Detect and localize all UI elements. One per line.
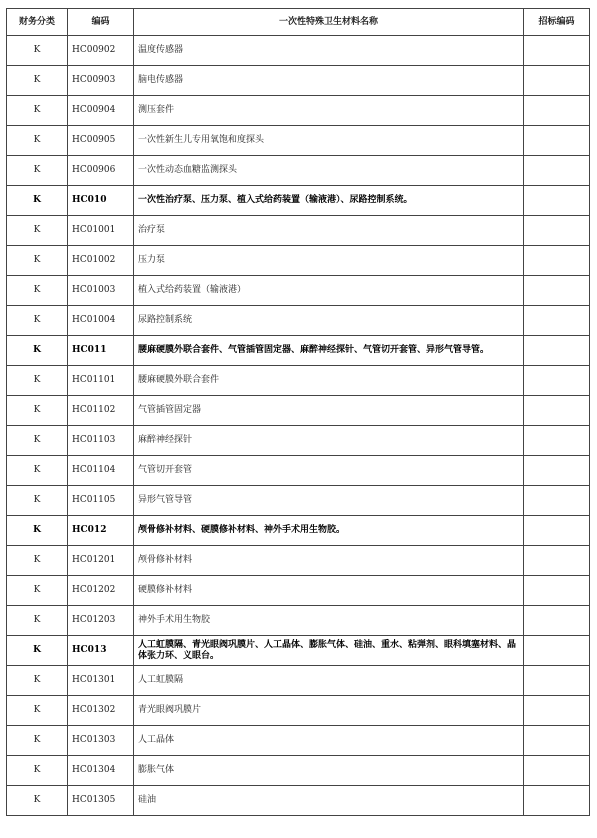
- materials-table: [6, 8, 590, 816]
- finance-category-cell: K: [7, 306, 68, 336]
- code-cell: HC01003: [68, 276, 134, 306]
- code-cell: HC01302: [68, 696, 134, 726]
- material-name-cell: 神外手术用生物胶: [134, 606, 524, 636]
- finance-category-cell: K: [7, 66, 68, 96]
- table-row: [7, 606, 590, 636]
- material-name-cell: 治疗泵: [134, 216, 524, 246]
- material-name-cell: 一次性治疗泵、压力泵、植入式给药装置（输液港）、尿路控制系统。: [134, 186, 524, 216]
- code-cell: HC01202: [68, 576, 134, 606]
- category-row: [7, 186, 590, 216]
- finance-category-cell: K: [7, 576, 68, 606]
- code-cell: HC011: [68, 336, 134, 366]
- bid-code-cell: [524, 126, 590, 156]
- finance-category-cell: K: [7, 126, 68, 156]
- table-header: [7, 9, 590, 36]
- bid-code-cell: [524, 276, 590, 306]
- material-name-cell: 异形气管导管: [134, 486, 524, 516]
- table-row: [7, 756, 590, 786]
- code-cell: HC01201: [68, 546, 134, 576]
- bid-code-cell: [524, 246, 590, 276]
- bid-code-cell: [524, 396, 590, 426]
- code-cell: HC01103: [68, 426, 134, 456]
- material-name-cell: 腰麻硬膜外联合套件、气管插管固定器、麻醉神经探针、气管切开套管、异形气管导管。: [134, 336, 524, 366]
- bid-code-cell: [524, 456, 590, 486]
- bid-code-cell: [524, 546, 590, 576]
- finance-category-cell: K: [7, 486, 68, 516]
- table-row: [7, 486, 590, 516]
- bid-code-cell: [524, 786, 590, 816]
- bid-code-cell: [524, 66, 590, 96]
- code-cell: HC00902: [68, 36, 134, 66]
- code-cell: HC013: [68, 636, 134, 666]
- code-cell: HC01303: [68, 726, 134, 756]
- table-row: [7, 786, 590, 816]
- finance-category-cell: K: [7, 516, 68, 546]
- bid-code-cell: [524, 156, 590, 186]
- table-row: [7, 36, 590, 66]
- bid-code-cell: [524, 186, 590, 216]
- finance-category-cell: K: [7, 696, 68, 726]
- bid-code-cell: [524, 756, 590, 786]
- header-bid-code: 招标编码: [524, 9, 590, 36]
- material-name-cell: 测压套件: [134, 96, 524, 126]
- table-row: [7, 156, 590, 186]
- code-cell: HC00903: [68, 66, 134, 96]
- bid-code-cell: [524, 576, 590, 606]
- category-row: [7, 516, 590, 546]
- material-name-cell: 尿路控制系统: [134, 306, 524, 336]
- category-row: [7, 336, 590, 366]
- material-name-cell: 温度传感器: [134, 36, 524, 66]
- table-body: [7, 36, 590, 816]
- material-name-cell: 脑电传感器: [134, 66, 524, 96]
- finance-category-cell: K: [7, 96, 68, 126]
- bid-code-cell: [524, 516, 590, 546]
- material-name-cell: 硬膜修补材料: [134, 576, 524, 606]
- code-cell: HC01301: [68, 666, 134, 696]
- table-row: [7, 306, 590, 336]
- code-cell: HC01305: [68, 786, 134, 816]
- bid-code-cell: [524, 606, 590, 636]
- finance-category-cell: K: [7, 426, 68, 456]
- finance-category-cell: K: [7, 726, 68, 756]
- table-row: [7, 96, 590, 126]
- table-row: [7, 456, 590, 486]
- finance-category-cell: K: [7, 186, 68, 216]
- material-name-cell: 一次性动态血糖监测探头: [134, 156, 524, 186]
- material-name-cell: 麻醉神经探针: [134, 426, 524, 456]
- finance-category-cell: K: [7, 246, 68, 276]
- bid-code-cell: [524, 726, 590, 756]
- table-row: [7, 66, 590, 96]
- code-cell: HC010: [68, 186, 134, 216]
- bid-code-cell: [524, 636, 590, 666]
- category-row: [7, 636, 590, 666]
- finance-category-cell: K: [7, 36, 68, 66]
- bid-code-cell: [524, 306, 590, 336]
- finance-category-cell: K: [7, 156, 68, 186]
- bid-code-cell: [524, 486, 590, 516]
- table-row: [7, 246, 590, 276]
- material-name-cell: 腰麻硬膜外联合套件: [134, 366, 524, 396]
- material-name-cell: 植入式给药装置（输液港）: [134, 276, 524, 306]
- finance-category-cell: K: [7, 786, 68, 816]
- table-row: [7, 696, 590, 726]
- finance-category-cell: K: [7, 276, 68, 306]
- bid-code-cell: [524, 696, 590, 726]
- finance-category-cell: K: [7, 366, 68, 396]
- material-name-cell: 气管插管固定器: [134, 396, 524, 426]
- table-row: [7, 426, 590, 456]
- material-name-cell: 硅油: [134, 786, 524, 816]
- code-cell: HC00905: [68, 126, 134, 156]
- material-name-cell: 青光眼阀巩膜片: [134, 696, 524, 726]
- finance-category-cell: K: [7, 216, 68, 246]
- material-name-cell: 颅骨修补材料、硬膜修补材料、神外手术用生物胶。: [134, 516, 524, 546]
- material-name-cell: 压力泵: [134, 246, 524, 276]
- bid-code-cell: [524, 426, 590, 456]
- bid-code-cell: [524, 336, 590, 366]
- bid-code-cell: [524, 36, 590, 66]
- header-finance-category: 财务分类: [7, 9, 68, 36]
- bid-code-cell: [524, 96, 590, 126]
- code-cell: HC01101: [68, 366, 134, 396]
- code-cell: HC01105: [68, 486, 134, 516]
- code-cell: HC01004: [68, 306, 134, 336]
- table-row: [7, 726, 590, 756]
- material-name-cell: 人工虹膜隔、青光眼阀巩膜片、人工晶体、膨胀气体、硅油、重水、粘弹剂、眼科填塞材料、晶体张力环、义眼台。: [134, 636, 524, 666]
- code-cell: HC01102: [68, 396, 134, 426]
- table-row: [7, 126, 590, 156]
- finance-category-cell: K: [7, 666, 68, 696]
- table-row: [7, 576, 590, 606]
- table-row: [7, 276, 590, 306]
- finance-category-cell: K: [7, 756, 68, 786]
- material-name-cell: 一次性新生儿专用氧饱和度探头: [134, 126, 524, 156]
- finance-category-cell: K: [7, 336, 68, 366]
- bid-code-cell: [524, 366, 590, 396]
- code-cell: HC01001: [68, 216, 134, 246]
- code-cell: HC01203: [68, 606, 134, 636]
- code-cell: HC01002: [68, 246, 134, 276]
- finance-category-cell: K: [7, 456, 68, 486]
- table-row: [7, 546, 590, 576]
- table-row: [7, 366, 590, 396]
- material-name-cell: 膨胀气体: [134, 756, 524, 786]
- material-name-cell: 颅骨修补材料: [134, 546, 524, 576]
- header-code: 编码: [68, 9, 134, 36]
- finance-category-cell: K: [7, 396, 68, 426]
- table-row: [7, 666, 590, 696]
- code-cell: HC012: [68, 516, 134, 546]
- table-row: [7, 396, 590, 426]
- code-cell: HC00904: [68, 96, 134, 126]
- table-row: [7, 216, 590, 246]
- material-name-cell: 人工晶体: [134, 726, 524, 756]
- material-name-cell: 人工虹膜隔: [134, 666, 524, 696]
- header-material-name: 一次性特殊卫生材料名称: [134, 9, 524, 36]
- finance-category-cell: K: [7, 606, 68, 636]
- code-cell: HC01104: [68, 456, 134, 486]
- header-row: [7, 9, 590, 36]
- material-name-cell: 气管切开套管: [134, 456, 524, 486]
- code-cell: HC01304: [68, 756, 134, 786]
- bid-code-cell: [524, 216, 590, 246]
- code-cell: HC00906: [68, 156, 134, 186]
- finance-category-cell: K: [7, 546, 68, 576]
- finance-category-cell: K: [7, 636, 68, 666]
- bid-code-cell: [524, 666, 590, 696]
